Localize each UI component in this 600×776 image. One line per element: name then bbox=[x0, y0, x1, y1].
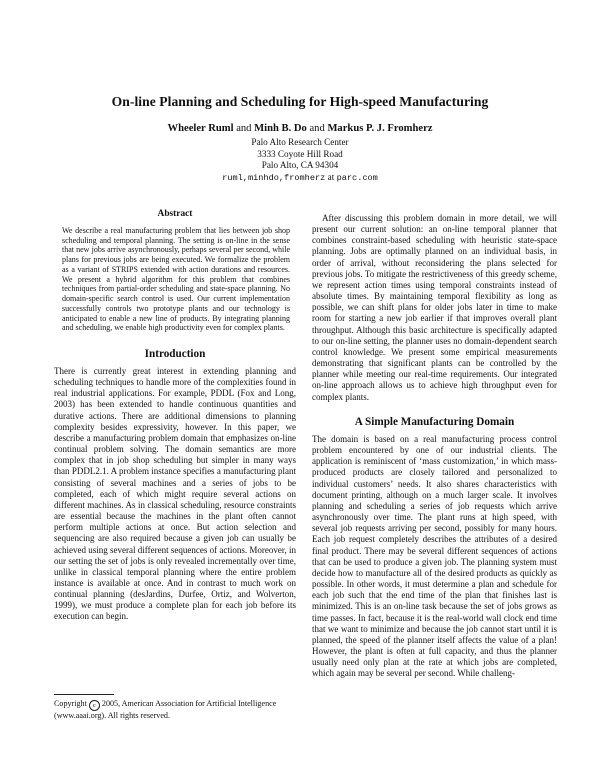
author-name: Wheeler Ruml bbox=[167, 123, 234, 134]
copyright-icon: c bbox=[89, 700, 100, 711]
introduction-heading: Introduction bbox=[144, 348, 206, 360]
abstract-heading: Abstract bbox=[157, 209, 193, 219]
intro-continuation-text: After discussing this problem domain in more detail, we will present our current solution: an on-line temporal planner that combines constraint-based scheduling with heuristic state-space planning. Jobs are optimally planned on an individual basis, in order of arrival, without reconsidering the plans selected for previous jobs. To mitigate the restrictiveness of this greedy scheme, we represent action times using temporal constraints instead of absolute times. By maintaining temporal flexibility as long as possible, we can shift plans for older jobs later in time to make room for starting a new job earlier if that improves overall plant throughput. Although this basic architecture is specifically adapted to our on-line setting, the planner uses no domain-dependent search control knowledge. We present some empirical measurements demonstrating that significant plants can be controlled by the planner while meeting our real-time requirements. Our integrated on-line approach allows us to achieve high throughput even for complex plants. bbox=[312, 213, 557, 402]
affiliation-block bbox=[0, 137, 600, 184]
abstract-text: We describe a real manufacturing problem that lies between job shop scheduling and temporal planning. The setting is on-line in the sense that new jobs arrive asynchronously, perhaps several per second, while plans for previous jobs are being executed. We formalize the problem as a variant of STRIPS extended with action durations and resources. We present a hybrid algorithm for this problem that combines techniques from partial-order scheduling and state-space planning. No domain-specific search control is used. Our current implementation successfully controls two prototype plants and our technology is anticipated to enable a new line of products. By integrating planning and scheduling, we enable high productivity even for complex plants. bbox=[62, 226, 290, 333]
author-name: Markus P. J. Fromherz bbox=[327, 123, 433, 134]
affiliation-name: Palo Alto Research Center bbox=[251, 137, 349, 147]
simple-domain-text: The domain is based on a real manufacturing process control problem encountered by one of our industrial clients. The application is reminiscent of ‘mass customization,’ in which mass-produced products are closely tailored and personalized to individual customers’ needs. It also shares characteristics with document printing, although on a much larger scale. It involves planning and scheduling a series of job requests which arrive asynchronously over time. The plant runs at high speed, with several job requests arriving per second, possibly for many hours. Each job request completely describes the attributes of a desired final product. There may be several different sequences of actions that can be used to produce a given job. The planning system must decide how to manufacture all of the desired products as quickly as possible. In other words, it must determine a plan and schedule for each job such that the end time of the plan that finishes last is minimized. This is an on-line task because the set of jobs grows as time passes. In fact, because it is the real-world wall clock end time that we want to minimize and because the job cannot start until it is planned, the speed of the planner itself affects the value of a plan! However, the plant is often at full capacity, and thus the planner usually need only plan at the rate at which jobs are completed, which again may be several per second. While challeng- bbox=[312, 434, 557, 679]
author-emails bbox=[0, 172, 600, 185]
footnote-rule bbox=[54, 694, 114, 695]
affiliation-city: Palo Alto, CA 94304 bbox=[261, 160, 339, 171]
affiliation-street: 3333 Coyote Hill Road bbox=[257, 148, 343, 159]
copyright-prefix: Copyright bbox=[54, 699, 87, 708]
email-domain: parc.com bbox=[336, 172, 378, 183]
author-separator: and bbox=[236, 123, 252, 134]
author-separator: and bbox=[309, 123, 325, 134]
author-line bbox=[0, 123, 600, 134]
email-users: ruml,minhdo,fromherz bbox=[222, 172, 326, 183]
introduction-text: There is currently great interest in extending planning and scheduling techniques to handle more of the complexities found in real industrial applications. For example, PDDL (Fox and Long, 2003) has been extended to handle continuous quantities and durative actions. There are additional dimensions to planning complexity besides expressivity, however. In this paper, we describe a manufacturing problem domain that emphasizes on-line continual problem solving. The domain semantics are more complex that in job shop scheduling but simpler in many ways than PDDL2.1. A problem instance specifies a manufacturing plant consisting of several machines and a series of jobs to be completed, each of which might require several actions on different machines. As in classical scheduling, resource constraints are essential because the machines in the plant often cannot perform multiple actions at once. But action selection and sequencing are also required because a given job can usually be achieved using several different sequences of actions. Moreover, in our setting the set of jobs is only revealed incrementally over time, unlike in classical temporal planning where the entire problem instance is available at once. And in contrast to much work on continual planning (desJardins, Durfee, Ortiz, and Wolverton, 1999), we must produce a complete plan for each job before its execution can begin. bbox=[54, 366, 296, 622]
copyright-text: 2005, American Association for Artificial Intelligence (www.aaai.org). All rights reserved. bbox=[54, 699, 277, 720]
copyright-footnote bbox=[54, 699, 296, 721]
paper-title: On-line Planning and Scheduling for High-speed Manufacturing bbox=[111, 94, 489, 109]
author-name: Minh B. Do bbox=[254, 123, 307, 134]
simple-domain-heading: A Simple Manufacturing Domain bbox=[354, 416, 515, 428]
email-at: at bbox=[327, 171, 335, 182]
